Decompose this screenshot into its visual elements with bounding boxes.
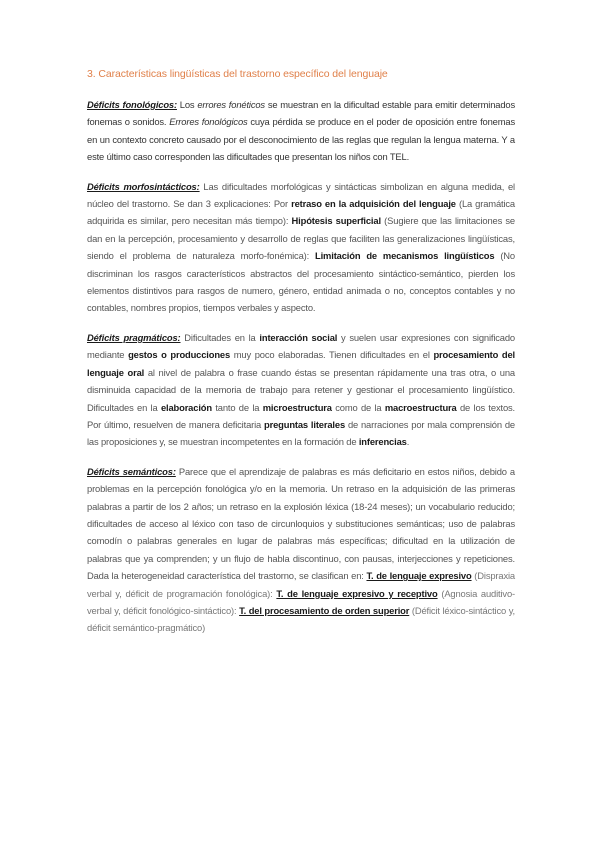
mechanism-limitation-term: Limitación de mecanismos lingüísticos <box>315 250 495 262</box>
phonological-errors-term: Errores fonológicos <box>169 116 248 128</box>
text-segment: tanto de la <box>211 401 263 413</box>
expressive-receptive-term: T. de lenguaje expresivo y receptivo <box>276 587 438 599</box>
surface-hypothesis-term: Hipótesis superficial <box>291 215 381 227</box>
section-heading: 3. Características lingüísticas del trastorno específico del lenguaje <box>87 68 388 80</box>
paragraph-phonological-deficits <box>87 96 515 166</box>
document-page <box>87 66 515 649</box>
semantic-deficits-term: Déficits semánticos: <box>87 465 176 477</box>
pragmatic-deficits-term: Déficits pragmáticos: <box>87 331 181 343</box>
text-segment: al nivel de palabra o frase cuando éstas se presentan rápidamente una tras otra, o una disminuida capacidad de la memoria de trabajo para retener y gestionar el procesamiento lingüístico. Dificultades en la <box>87 366 515 413</box>
text-segment: (Déficit léxico-sintáctico y, déficit semántico-pragmático) <box>87 604 515 634</box>
oral-processing-term: procesamiento del lenguaje oral <box>87 349 515 378</box>
text-segment: Parece que el aprendizaje de palabras es más deficitario en estos niños, debido a problemas en la percepción fonológica y/o en la memoria. Un retraso en la adquisición de las primeras palabras a partir de los 2 años; un retraso en la explosión léxica (18-24 meses); un vocabulario reducido; dificultades de acceso al léxico con taso de circunloquios y substituciones semánticas; uso de palabras comodín o palabras generales en lugar de palabras más específicas; dificultad en la utilización de palabras que ya comprenden; y un flujo de habla discontinuo, con pausas, interjecciones y repeticiones. Dada la heterogeneidad característica del trastorno, se clasifican en: <box>87 465 515 582</box>
inferences-term: inferencias <box>358 436 407 448</box>
text-segment: muy poco elaboradas. Tienen dificultades en el <box>230 349 434 361</box>
phonological-deficits-term: Déficits fonológicos: <box>87 99 177 110</box>
text-segment: Los <box>176 99 198 110</box>
microstructure-term: microestructura <box>262 401 332 413</box>
text-segment: (Dispraxia verbal y, déficit de programación fonológica): <box>87 570 515 599</box>
text-segment: se muestran en la dificultad estable para emitir determinados fonemas o sonidos. <box>87 99 516 128</box>
text-segment: de los textos. Por último, resuelven de manera deficitaria <box>87 401 515 430</box>
text-segment: Las dificultades morfológicas y sintácticas simbolizan en alguna medida, el núcleo del trastorno. Se dan 3 explicaciones: Por <box>87 180 515 210</box>
literal-questions-term: preguntas literales <box>264 418 346 430</box>
text-segment: de narraciones por mala comprensión de las proposiciones y, se muestran incompetentes en la formación de <box>87 418 515 448</box>
text-segment: . <box>406 436 410 448</box>
text-segment: y suelen usar expresiones con significado mediante <box>87 331 515 361</box>
text-segment: (Sugiere que las limitaciones se dan en la percepción, procesamiento y desarrollo de reglas que faciliten las generalizaciones lingüísticas, siendo el problema de naturaleza morfo-fonémica): <box>87 215 515 262</box>
morphosyntactic-deficits-term: Déficits morfosintácticos: <box>87 180 200 192</box>
text-segment: como de la <box>331 401 385 413</box>
paragraph-semantic-deficits <box>87 463 515 637</box>
expressive-language-term: T. de lenguaje expresivo <box>366 570 472 582</box>
gestures-term: gestos o producciones <box>128 349 231 361</box>
macrostructure-term: macroestructura <box>384 401 457 413</box>
social-interaction-term: interacción social <box>259 331 338 343</box>
text-segment: (La gramática adquirida es similar, pero necesitan más tiempo): <box>87 198 515 227</box>
text-segment: cuya pérdida se produce en el poder de oposición entre fonemas en un contexto concreto causado por el desconocimiento de las reglas que regulan la lengua materna. Y a este último caso corresponden las dificultades que presentan los niños con TEL. <box>87 116 515 163</box>
phonetic-errors-term: errores fonéticos <box>197 99 265 110</box>
elaboration-term: elaboración <box>160 401 212 413</box>
paragraph-pragmatic-deficits <box>87 329 515 451</box>
paragraph-morphosyntactic-deficits <box>87 178 515 317</box>
text-segment: (No discriminan los rasgos característicos abstractos del procesamiento sintáctico-semántico, pierden los elementos distintivos para rasgos de numero, género, entidad animada o no, conceptos contables y no contables, nombres propios, tiempos verbales y aspecto. <box>87 250 515 314</box>
text-segment: Dificultades en la <box>180 331 260 343</box>
text-segment: (Agnosia auditivo-verbal y, déficit fonológico-sintáctico): <box>87 587 516 616</box>
higher-order-processing-term: T. del procesamiento de orden superior <box>239 604 410 616</box>
language-delay-term: retraso en la adquisición del lenguaje <box>291 198 456 210</box>
